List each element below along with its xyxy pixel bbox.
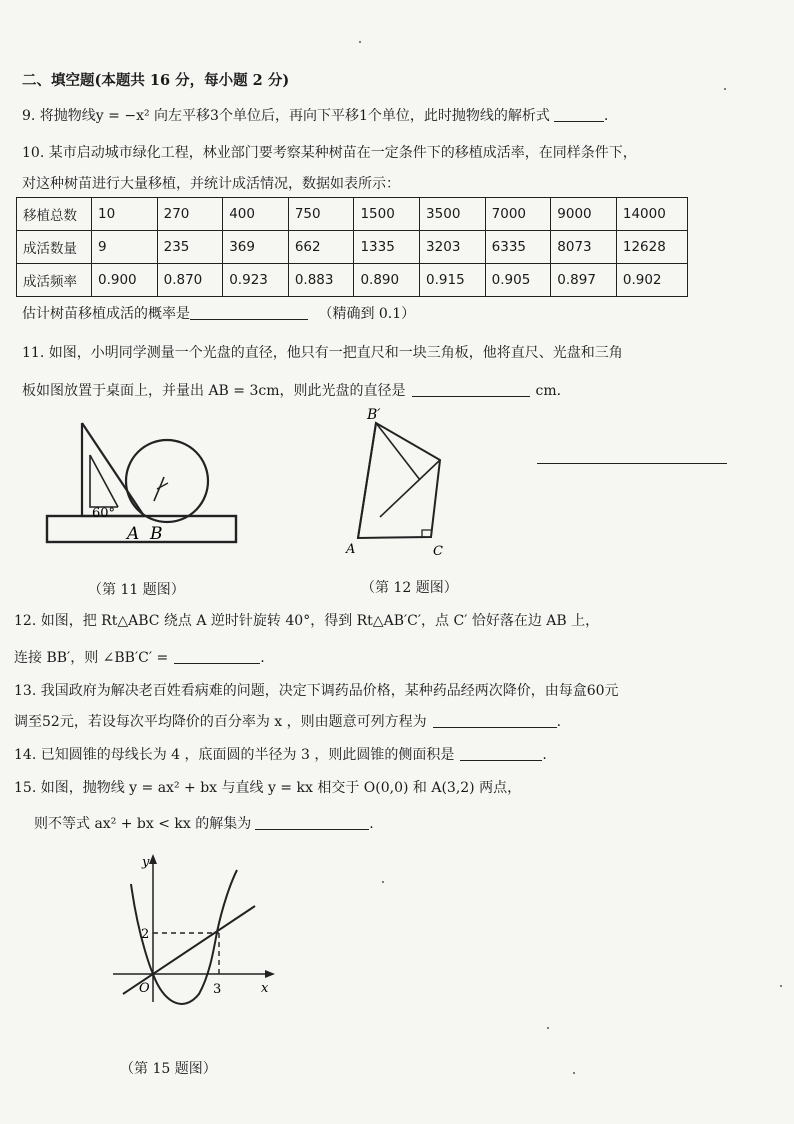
table-cell: 270 xyxy=(157,198,223,231)
scan-speck xyxy=(780,985,782,987)
table-cell: 0.900 xyxy=(92,264,158,297)
figure-11 xyxy=(44,415,244,550)
table-cell: 6335 xyxy=(485,231,551,264)
question-14-text: 14. 已知圆锥的母线长为 4 ，底面圆的半径为 3 ，则此圆锥的侧面积是 xyxy=(14,747,455,763)
fig12-label-a: A xyxy=(346,542,356,557)
scan-speck xyxy=(382,881,384,883)
question-15-line2: 则不等式 ax² + bx < kx 的解集为 . xyxy=(34,816,374,832)
scan-speck xyxy=(359,41,361,43)
question-11-line2-suffix: cm. xyxy=(535,383,562,399)
question-10-answer xyxy=(22,304,415,324)
table-cell: 7000 xyxy=(485,198,551,231)
table-cell: 3500 xyxy=(420,198,486,231)
figure-12 xyxy=(343,403,463,563)
fig15-label-3: 3 xyxy=(213,982,222,997)
table-cell: 750 xyxy=(288,198,354,231)
table-cell: 662 xyxy=(288,231,354,264)
question-10-answer-prefix: 估计树苗移植成活的概率是 xyxy=(22,306,190,322)
question-13-line2: 调至52元，若设每次平均降价的百分率为 x ，则由题意可列方程为 . xyxy=(14,714,562,730)
question-9-text: 9. 将抛物线y = −x² 向左平移3个单位后，再向下平移1个单位，此时抛物线的解析式 xyxy=(22,108,550,124)
figure-15 xyxy=(105,852,285,1017)
table-cell: 0.883 xyxy=(288,264,354,297)
figure-12-caption: （第 12 题图） xyxy=(361,580,458,596)
question-12-line1: 12. 如图，把 Rt△ABC 绕点 A 逆时针旋转 40°，得到 Rt△AB′C′，点 C′ 恰好落在边 AB 上， xyxy=(14,613,600,629)
figure-11-caption: （第 11 题图） xyxy=(88,582,185,598)
scan-speck xyxy=(724,88,726,90)
question-10-line2: 对这种树苗进行大量移植，并统计成活情况，数据如表所示： xyxy=(22,176,400,192)
table-row-header: 成活频率 xyxy=(17,264,92,297)
transplant-table xyxy=(16,197,688,297)
table-cell: 9000 xyxy=(551,198,617,231)
fig15-label-o: O xyxy=(139,981,150,996)
fig12-label-bp: B′ xyxy=(367,407,381,423)
question-14: 14. 已知圆锥的母线长为 4 ，底面圆的半径为 3 ，则此圆锥的侧面积是 . xyxy=(14,747,547,763)
question-12-blank[interactable] xyxy=(174,649,260,664)
question-12-line2: 连接 BB′，则 ∠BB′C′ = . xyxy=(14,650,265,666)
table-cell: 235 xyxy=(157,231,223,264)
table-cell: 0.897 xyxy=(551,264,617,297)
fig11-label-b: B xyxy=(150,524,163,544)
question-13-line1: 13. 我国政府为解决老百姓看病难的问题，决定下调药品价格，某种药品经两次降价，由每盒60元 xyxy=(14,683,619,699)
table-cell: 0.915 xyxy=(420,264,486,297)
table-cell: 0.905 xyxy=(485,264,551,297)
table-cell: 9 xyxy=(92,231,158,264)
fig15-label-x: x xyxy=(261,981,269,996)
question-9-blank[interactable] xyxy=(554,107,604,122)
question-11-line2-prefix: 板如图放置于桌面上，并量出 AB = 3cm，则此光盘的直径是 xyxy=(22,383,406,399)
question-10-line1: 10. 某市启动城市绿化工程，林业部门要考察某种树苗在一定条件下的移植成活率，在同样条件下， xyxy=(22,145,637,161)
section-title: 二、填空题(本题共 16 分，每小题 2 分) xyxy=(22,72,290,89)
table-row xyxy=(17,231,688,264)
question-10-answer-suffix: （精确到 0.1） xyxy=(318,306,416,322)
question-12-line2-prefix: 连接 BB′，则 ∠BB′C′ = xyxy=(14,650,169,666)
table-cell: 3203 xyxy=(420,231,486,264)
figure-15-caption: （第 15 题图） xyxy=(120,1061,217,1077)
scan-speck xyxy=(547,1027,549,1029)
fig15-label-2: 2 xyxy=(141,927,150,942)
scan-speck xyxy=(573,1072,575,1074)
question-15-line2-prefix: 则不等式 ax² + bx < kx 的解集为 xyxy=(34,816,252,832)
fig15-label-y: y xyxy=(142,855,150,870)
question-9: 9. 将抛物线y = −x² 向左平移3个单位后，再向下平移1个单位，此时抛物线的解析式 . xyxy=(22,108,609,124)
table-row xyxy=(17,198,688,231)
table-cell: 0.890 xyxy=(354,264,420,297)
fig12-label-c: C xyxy=(433,544,443,559)
table-cell: 0.870 xyxy=(157,264,223,297)
fig11-angle-label: 60° xyxy=(92,506,116,521)
table-row-header: 成活数量 xyxy=(17,231,92,264)
table-cell: 0.923 xyxy=(223,264,289,297)
stray-line xyxy=(537,463,727,464)
fig11-label-a: A xyxy=(127,524,140,544)
table-cell: 369 xyxy=(223,231,289,264)
table-row xyxy=(17,264,688,297)
question-14-blank[interactable] xyxy=(460,746,542,761)
table-cell: 10 xyxy=(92,198,158,231)
table-cell: 14000 xyxy=(616,198,687,231)
question-15-line1: 15. 如图，抛物线 y = ax² + bx 与直线 y = kx 相交于 O(0,0) 和 A(3,2) 两点， xyxy=(14,780,522,796)
table-row-header: 移植总数 xyxy=(17,198,92,231)
question-13-blank[interactable] xyxy=(433,713,557,728)
table-cell: 1335 xyxy=(354,231,420,264)
question-11-blank[interactable] xyxy=(412,382,530,397)
question-10-blank[interactable] xyxy=(190,305,308,320)
question-11-line2 xyxy=(22,381,561,401)
table-cell: 8073 xyxy=(551,231,617,264)
question-11-line1: 11. 如图，小明同学测量一个光盘的直径，他只有一把直尺和一块三角板，他将直尺、光盘和三角 xyxy=(22,345,623,361)
table-cell: 0.902 xyxy=(616,264,687,297)
table-cell: 400 xyxy=(223,198,289,231)
table-cell: 1500 xyxy=(354,198,420,231)
table-cell: 12628 xyxy=(616,231,687,264)
question-13-line2-prefix: 调至52元，若设每次平均降价的百分率为 x ，则由题意可列方程为 xyxy=(14,714,427,730)
question-15-blank[interactable] xyxy=(255,815,369,830)
